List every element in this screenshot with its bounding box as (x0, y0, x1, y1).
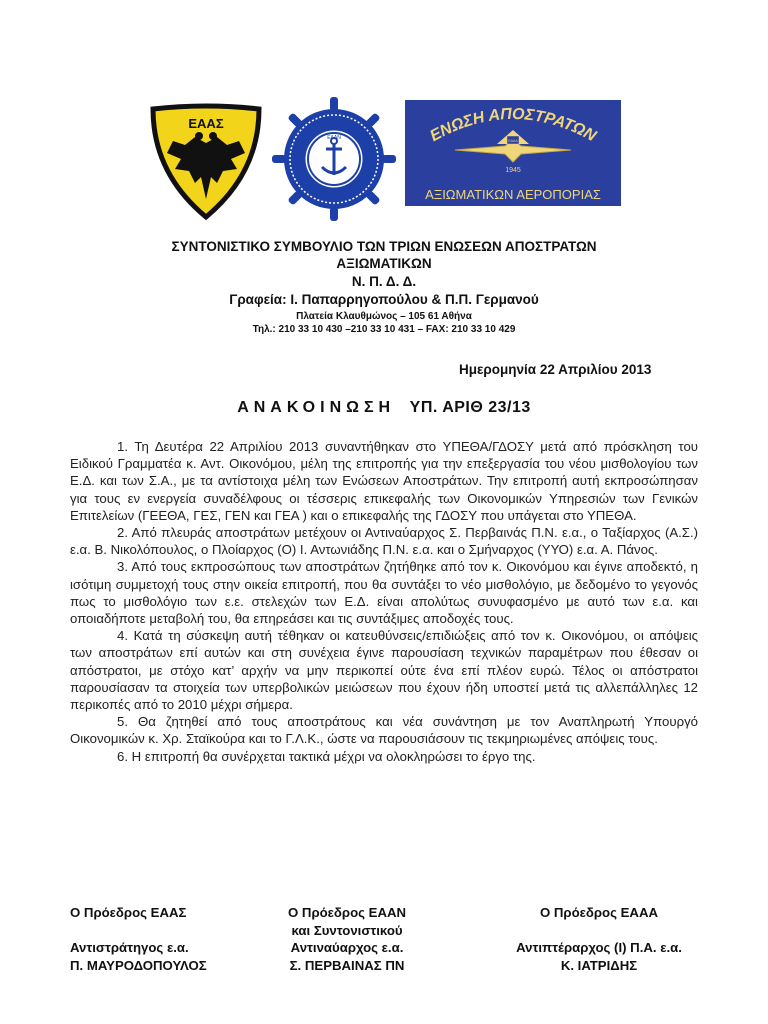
announcement-body (70, 438, 698, 765)
paragraph-2: 2. Από πλευράς αποστράτων μετέχουν οι Αντιναύαρχος Σ. Περβαινάς Π.Ν. ε.α., ο Ταξίαρχος (Α.Σ.) ε.α. Β. Νικολόπουλος, ο Πλοίαρχος (Ο) Ι. Αντωνιάδης Π.Ν. ε.α. και ο Σμήναρχος (ΥΥΟ) ε.α. Α. Πάνος. (70, 525, 698, 558)
document-date: Ημερομηνία 22 Απριλίου 2013 (459, 362, 652, 377)
paragraph-6: 6. Η επιτροπή θα συνέρχεται τακτικά μέχρι να ολοκληρώσει το έργο της. (117, 748, 536, 764)
paragraph-5: 5. Θα ζητηθεί από τους αποστράτους και νέα συνάντηση με τον Αναπληρωτή Υπουργό Οικονομικών κ. Χρ. Σταϊκούρα και το Γ.Λ.Κ., ώστε να παρουσιάσουν τις τεκμηριωμένες απόψεις τους. (70, 714, 698, 747)
signature-center (288, 904, 406, 974)
signature-center-role2: και Συντονιστικού (291, 922, 403, 938)
header-phone-fax: Τηλ.: 210 33 10 430 –210 33 10 431 – FAX: 210 33 10 429 (252, 324, 516, 335)
header-offices: Γραφεία: Ι. Παπαρρηγοπούλου & Π.Π. Γερμανού (229, 292, 539, 307)
eaas-shield-logo (145, 103, 267, 221)
navy-wheel-logo (272, 97, 396, 221)
title-announcement: ΑΝΑΚΟΙΝΩΣΗ (237, 399, 396, 416)
logo-row (0, 95, 768, 220)
eaas-logo-text: ΕΑΑΣ (188, 116, 224, 131)
signature-left-rank: Αντιστράτηγος ε.α. (70, 940, 189, 955)
title-number: ΥΠ. ΑΡΙΘ 23/13 (409, 399, 531, 416)
signature-right-role: Ο Πρόεδρος ΕΑΑΑ (539, 905, 659, 920)
signature-left (70, 904, 207, 974)
signature-left-name: Π. ΜΑΥΡΟΔΟΠΟΥΛΟΣ (70, 957, 207, 973)
signature-right (500, 904, 698, 974)
air-logo-badge: ΕΑΑΑ (508, 139, 518, 143)
air-association-logo (405, 100, 621, 206)
header-org-line2: ΑΞΙΩΜΑΤΙΚΩΝ (336, 256, 432, 271)
signature-center-rank: Αντιναύαρχος ε.α. (290, 940, 404, 955)
air-logo-top-text: ΕΝΩΣΗ ΑΠΟΣΤΡΑΤΩΝ (427, 105, 599, 146)
signature-right-name: Κ. ΙΑΤΡΙΔΗΣ (560, 957, 638, 973)
navy-logo-center: ΕΑΑΝ (327, 135, 341, 141)
paragraph-1: 1. Τη Δευτέρα 22 Απριλίου 2013 συναντήθηκαν στο ΥΠΕΘΑ/ΓΔΟΣΥ μετά από πρόσκληση του Ειδικού Γραμματέα κ. Αντ. Οικονόμου, μέλη της επιτροπής για την επεξεργασία του νέου μισθολογίου των Ε.Δ. και των Σ.Α., με τα αντίστοιχα μέλη των Ενώσεων Αποστράτων. Την επιτροπή αυτή εκπροσώπησαν για τους εν ενεργεία συναδέλφους οι τέσσερις επικεφαλής των Οικονομικών Υπηρεσιών των Γενικών Επιτελείων (ΓΕΕΘΑ, ΓΕΣ, ΓΕΝ και ΓΕΑ ) και ο επικεφαλής της ΓΔΟΣΥ που υπάγεται στο ΥΠΕΘΑ. (70, 439, 698, 523)
signature-left-role: Ο Πρόεδρος ΕΑΑΣ (70, 905, 187, 920)
header-org-line1: ΣΥΝΤΟΝΙΣΤΙΚΟ ΣΥΜΒΟΥΛΙΟ ΤΩΝ ΤΡΙΩΝ ΕΝΩΣΕΩΝ ΑΠΟΣΤΡΑΤΩΝ (171, 239, 597, 254)
header-address: Πλατεία Κλαυθμώνος – 105 61 Αθήνα (296, 311, 472, 322)
header-legal-status: Ν. Π. Δ. Δ. (351, 274, 417, 289)
signature-center-role: Ο Πρόεδρος ΕΑΑΝ (288, 905, 407, 920)
air-logo-bottom-text: ΑΞΙΩΜΑΤΙΚΩΝ ΑΕΡΟΠΟΡΙΑΣ (425, 187, 601, 202)
paragraph-4: 4. Κατά τη σύσκεψη αυτή τέθηκαν οι κατευθύνσεις/επιδιώξεις από τον κ. Οικονόμου, οι απόψεις των αποστράτων επί αυτών και στη συνέχεια έγινε παρουσίαση τεχνικών παραμέτρων που έθεσαν οι απόστρατοι, με στόχο κατ’ αρχήν να μην περικοπεί ούτε ένα επί πλέον ευρώ. Τέλος οι απόστρατοι παρουσίασαν τα στοιχεία των υπερβολικών μειώσεων που έχουν ήδη υποστεί μετά τις αλλεπάλληλες 12 περικοπές από το 2010 μέχρι σήμερα. (70, 628, 698, 713)
document-title (0, 399, 768, 417)
paragraph-3: 3. Από τους εκπροσώπους των αποστράτων ζητήθηκε από τον κ. Οικονόμου και έγινε αποδεκτό, η ισότιμη συμμετοχή τους στην οικεία επιτροπή, που θα συντάξει το νέο μισθολόγιο, με δεδομένο το γεγονός πως το μισθολόγιο των ε.ε. στελεχών των Ε.Δ. είναι απολύτως συνυφασμένο με αυτό των ε.α. και οποιαδήποτε μεταβολή του, θα επηρεάσει και τις συντάξιμες αποδοχές τους. (70, 559, 698, 627)
air-logo-year: 1945 (505, 167, 521, 174)
signature-center-name: Σ. ΠΕΡΒΑΙΝΑΣ ΠΝ (289, 957, 405, 973)
signature-right-rank: Αντιπτέραρχος (Ι) Π.Α. ε.α. (516, 940, 682, 955)
